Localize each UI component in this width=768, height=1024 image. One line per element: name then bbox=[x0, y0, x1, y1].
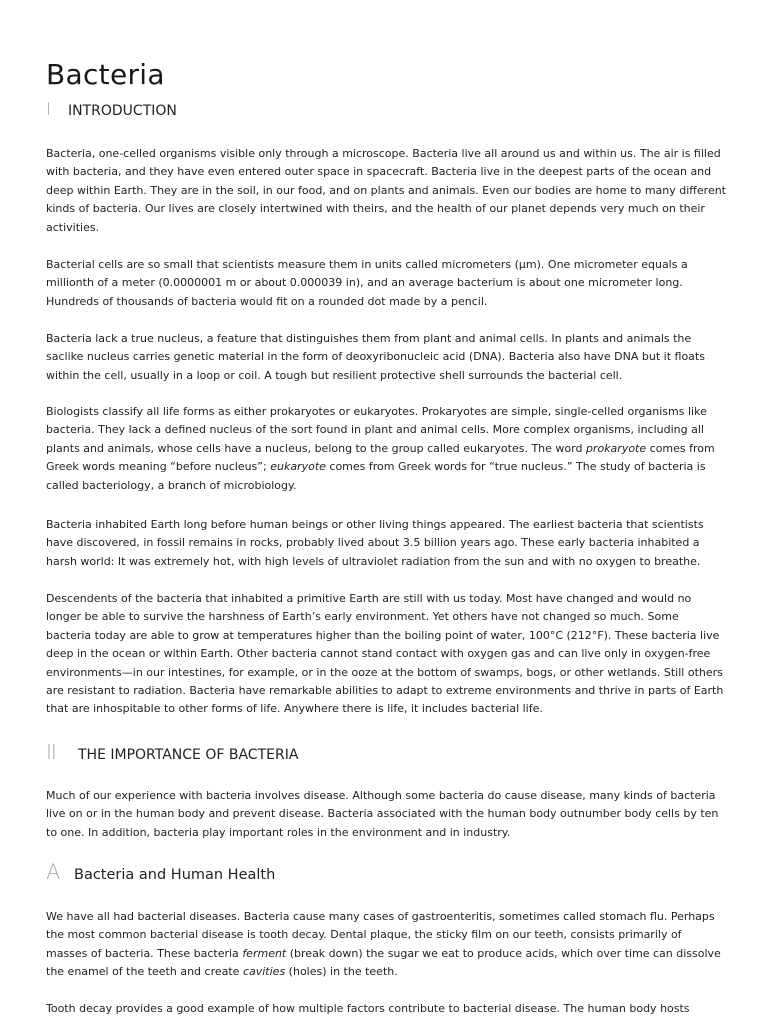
paragraph: Bacteria, one-celled organisms visible only through a microscope. Bacteria live all around us and within us. The air is filled with bacteria, and they have even entered outer space in spacecraft. Bacteria live in the deepest parts of the ocean and deep within Earth. They are in the soil, in our food, and on plants and animals. Even our bodies are home to many different kinds of bacteria. Our lives are closely intertwined with theirs, and the health of our planet depends very much on their activities. bbox=[46, 147, 726, 234]
section-numeral: II bbox=[46, 740, 56, 764]
section-heading-importance bbox=[46, 740, 298, 764]
section-title: THE IMPORTANCE OF BACTERIA bbox=[78, 747, 299, 763]
paragraph-text: comes from Greek words for “true nucleus.” The study of bacteria is called bacteriology, a branch of microbiology. bbox=[46, 460, 706, 492]
subsection-letter: A bbox=[46, 860, 61, 884]
paragraph: Tooth decay provides a good example of how multiple factors contribute to bacterial disease. The human body hosts bbox=[46, 1002, 690, 1015]
page-title: Bacteria bbox=[46, 58, 165, 91]
term-ferment: ferment bbox=[242, 946, 287, 960]
paragraph: Bacteria inhabited Earth long before human beings or other living things appeared. The earliest bacteria that scientists have discovered, in fossil remains in rocks, probably lived about 3.5 billion years ago. These early bacteria inhabited a harsh world: It was extremely hot, with high levels of ultraviolet radiation from the sun and with no oxygen to breathe. bbox=[46, 518, 704, 568]
term-cavities: cavities bbox=[242, 965, 286, 979]
section-title: INTRODUCTION bbox=[68, 103, 177, 119]
paragraph-text: (break down) the sugar we eat to produce acids, which over time can dissolve the enamel of the teeth and create bbox=[46, 946, 721, 979]
term-prokaryote: prokaryote bbox=[585, 441, 647, 455]
paragraph bbox=[46, 403, 726, 495]
paragraph-text: We have all had bacterial diseases. Bacteria cause many cases of gastroenteritis, sometimes called stomach flu. Perhaps the most common bacterial disease is tooth decay. Dental plaque, the sticky film on our teeth, consists primarily of masses of bacteria. These bacteria bbox=[46, 910, 715, 960]
section-numeral: I bbox=[46, 100, 52, 120]
paragraph-text: Biologists classify all life forms as either prokaryotes or eukaryotes. Prokaryotes are simple, single-celled organisms like bacteria. They lack a defined nucleus of the sort found in plant and animal cells. More complex organisms, including all plants and animals, whose cells have a nucleus, belong to the group called eukaryotes. The word bbox=[46, 405, 707, 455]
paragraph-text: (holes) in the teeth. bbox=[285, 965, 398, 979]
paragraph: Bacterial cells are so small that scientists measure them in units called micrometers (µm). One micrometer equals a millionth of a meter (0.0000001 m or about 0.000039 in), and an average bacterium is about one micrometer long. Hundreds of thousands of bacteria would fit on a rounded dot made by a pencil. bbox=[46, 258, 688, 308]
term-eukaryote: eukaryote bbox=[270, 460, 326, 474]
paragraph: Descendents of the bacteria that inhabited a primitive Earth are still with us today. Most have changed and would no longer be able to survive the harshness of Earth’s early environment. Yet others have not changed so much. Some bacteria today are able to grow at temperatures higher than the boiling point of water, 100°C (212°F). These bacteria live deep in the ocean or within Earth. Other bacteria cannot stand contact with oxygen gas and can live only in oxygen-free environments—in our intestines, for example, or in the ooze at the bottom of swamps, bogs, or other wetlands. Still others are resistant to radiation. Bacteria have remarkable abilities to adapt to extreme environments and thrive in parts of Earth that are inhospitable to other forms of life. Anywhere there is life, it includes bacterial life. bbox=[46, 592, 724, 716]
paragraph-text: comes from Greek words meaning “before nucleus”; bbox=[46, 441, 715, 474]
paragraph bbox=[46, 908, 726, 982]
subsection-heading-human-health bbox=[46, 860, 275, 884]
paragraph: Bacteria lack a true nucleus, a feature that distinguishes them from plant and animal cells. In plants and animals the saclike nucleus carries genetic material in the form of deoxyribonucleic acid (DNA). Bacteria also have DNA but it floats within the cell, usually in a loop or coil. A tough but resilient protective shell surrounds the bacterial cell. bbox=[46, 332, 705, 382]
paragraph: Much of our experience with bacteria involves disease. Although some bacteria do cause disease, many kinds of bacteria live on or in the human body and prevent disease. Bacteria associated with the human body outnumber body cells by ten to one. In addition, bacteria play important roles in the environment and in industry. bbox=[46, 789, 719, 839]
section-heading-introduction bbox=[46, 100, 177, 120]
subsection-title: Bacteria and Human Health bbox=[74, 867, 276, 883]
